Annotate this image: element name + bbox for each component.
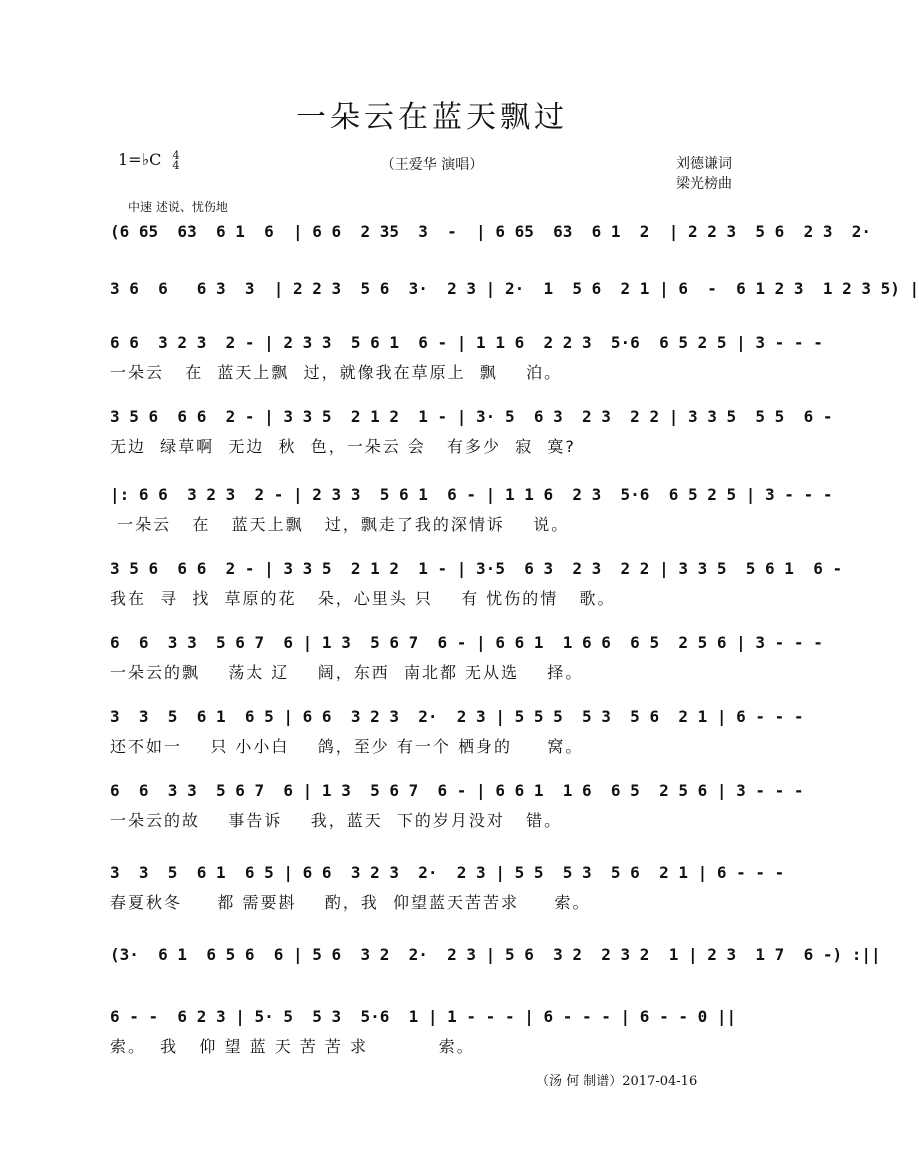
lyrics-line: 春夏秋冬 都 需要斟 酌，我 仰望蓝天苦苦求 索。 (110, 893, 591, 912)
notation-line: (6 65 63 6 1 6 | 6 6 2 35 3 - | 6 65 63 6 1 2 | 2 2 3 5 6 2 3 2· (110, 222, 871, 241)
notation-line: 3 5 6 6 6 2 - | 3 3 5 2 1 2 1 - | 3· 5 6 3 2 3 2 2 | 3 3 5 5 5 6 - (110, 407, 833, 426)
lyrics-line: 一朵云的飘 荡太 辽 阔，东西 南北都 无从选 择。 (110, 663, 584, 682)
lyrics-line: 还不如一 只 小小白 鸽，至少 有一个 栖身的 窝。 (110, 737, 584, 756)
credits (676, 154, 732, 194)
lyrics-line: 索。 我 仰 望 蓝 天 苦 苦 求 索。 (110, 1037, 475, 1056)
notation-line: |: 6 6 3 2 3 2 - | 2 3 3 5 6 1 6 - | 1 1 6 2 3 5·6 6 5 2 5 | 3 - - - (110, 485, 833, 504)
song-title: 一朵云在蓝天飘过 (296, 100, 568, 135)
notation-line: (3· 6 1 6 5 6 6 | 5 6 3 2 2· 2 3 | 5 6 3 2 2 3 2 1 | 2 3 1 7 6 -) :|| (110, 945, 881, 964)
key-label: 1=♭C (118, 150, 162, 169)
transcriber-credit: （汤 何 制谱）2017-04-16 (536, 1074, 698, 1089)
lyrics-line: 一朵云的故 事告诉 我，蓝天 下的岁月没对 错。 (110, 811, 563, 830)
lyrics-line: 一朵云 在 蓝天上飘 过，就像我在草原上 飘 泊。 (110, 363, 563, 382)
tempo-marking: 中速 述说、忧伤地 (128, 200, 228, 214)
lyrics-line: 我在 寻 找 草原的花 朵，心里头 只 有 忧伤的情 歌。 (110, 589, 616, 608)
notation-line: 3 3 5 6 1 6 5 | 6 6 3 2 3 2· 2 3 | 5 5 5 5 3 5 6 2 1 | 6 - - - (110, 707, 804, 726)
time-signature-top: 4 (172, 148, 180, 162)
notation-line: 6 6 3 2 3 2 - | 2 3 3 5 6 1 6 - | 1 1 6 2 2 3 5·6 6 5 2 5 | 3 - - - (110, 333, 823, 352)
singer-credit: （王爱华 演唱） (380, 157, 484, 173)
notation-line: 6 6 3 3 5 6 7 6 | 1 3 5 6 7 6 - | 6 6 1 1 6 6 6 5 2 5 6 | 3 - - - (110, 633, 823, 652)
time-signature-bottom: 4 (172, 158, 180, 172)
notation-line: 3 6 6 6 3 3 | 2 2 3 5 6 3· 2 3 | 2· 1 5 6 2 1 | 6 - 6 1 2 3 1 2 3 5) | (110, 279, 919, 298)
composer-credit: 梁光榜曲 (676, 176, 732, 192)
notation-line: 6 - - 6 2 3 | 5· 5 5 3 5·6 1 | 1 - - - | 6 - - - | 6 - - 0 || (110, 1007, 737, 1026)
lyricist-credit: 刘德谦词 (676, 156, 732, 172)
notation-line: 6 6 3 3 5 6 7 6 | 1 3 5 6 7 6 - | 6 6 1 1 6 6 5 2 5 6 | 3 - - - (110, 781, 804, 800)
lyrics-line: 无边 绿草啊 无边 秋 色，一朵云 会 有多少 寂 寞? (110, 437, 576, 456)
lyrics-line: 一朵云 在 蓝天上飘 过，飘走了我的深情诉 说。 (110, 515, 570, 534)
notation-line: 3 5 6 6 6 2 - | 3 3 5 2 1 2 1 - | 3·5 6 3 2 3 2 2 | 3 3 5 5 6 1 6 - (110, 559, 843, 578)
notation-line: 3 3 5 6 1 6 5 | 6 6 3 2 3 2· 2 3 | 5 5 5 3 5 6 2 1 | 6 - - - (110, 863, 785, 882)
